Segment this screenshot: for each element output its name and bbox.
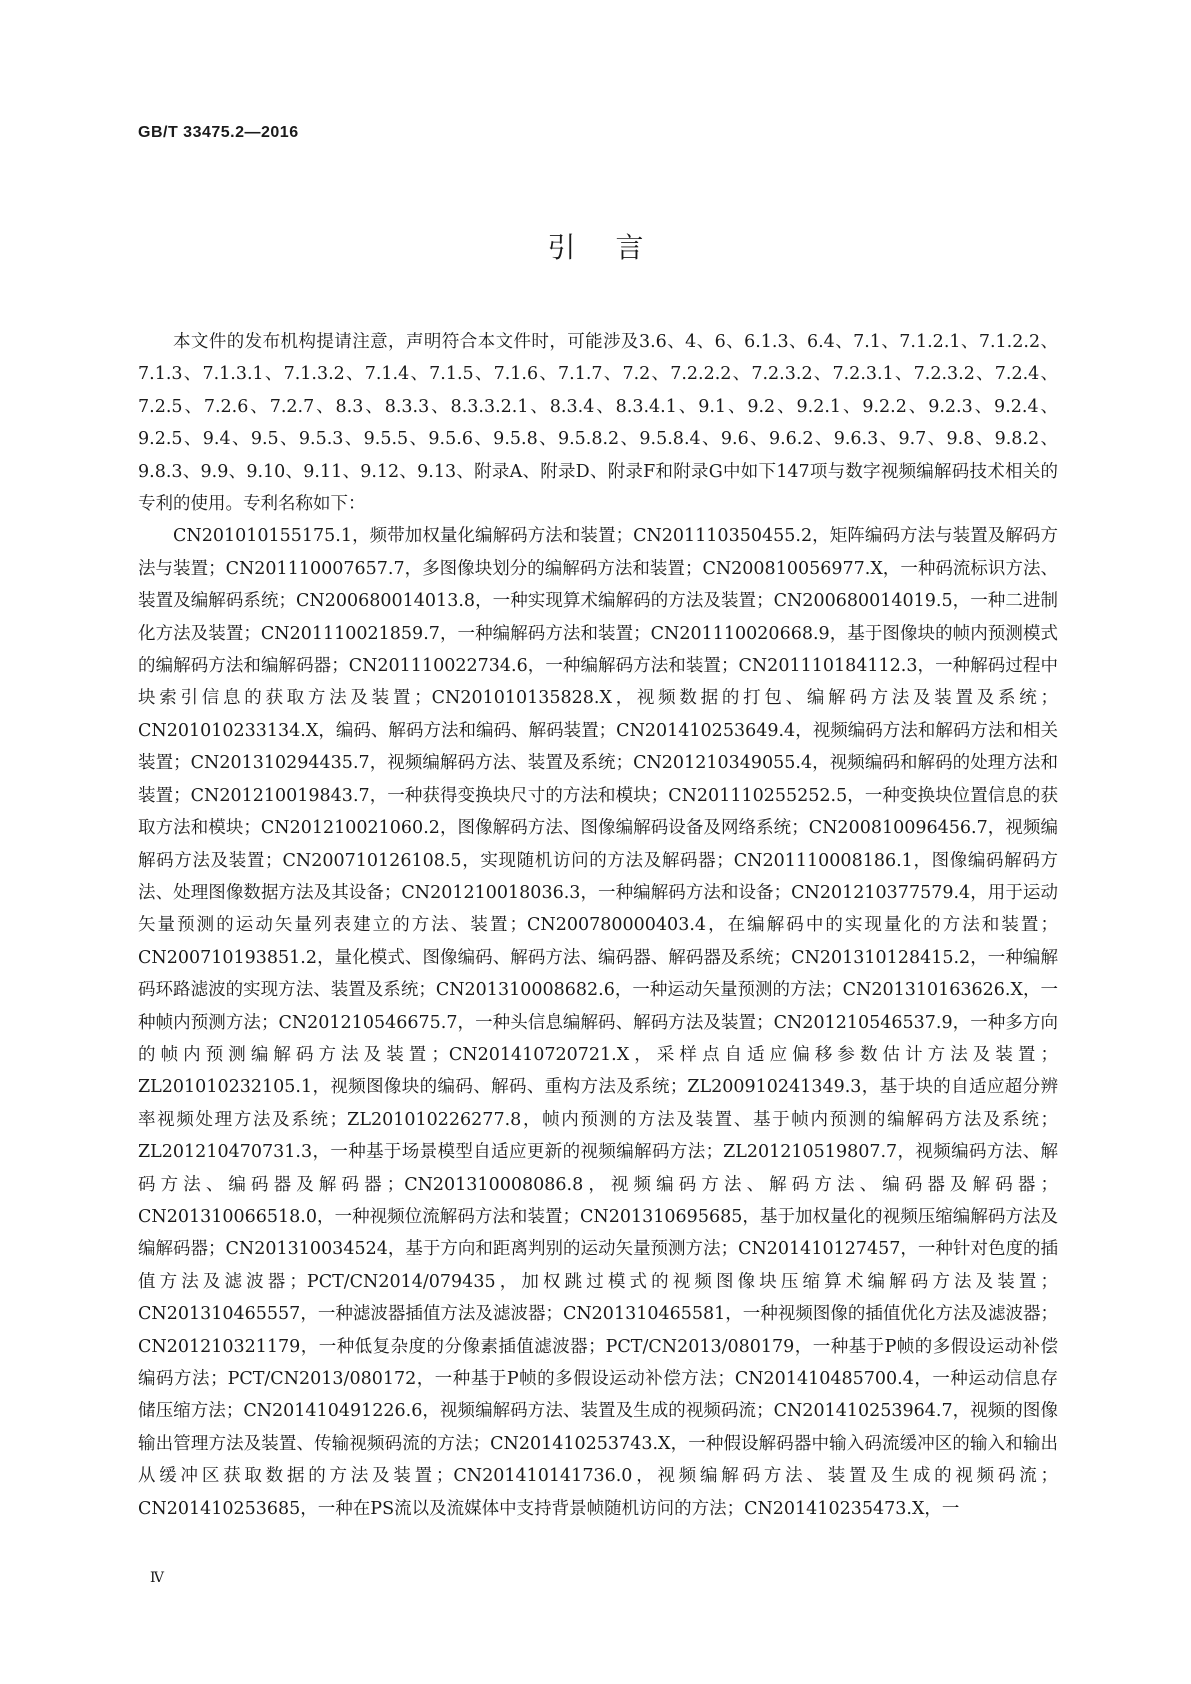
standard-number: GB/T 33475.2—2016 (138, 124, 299, 141)
page-title: 引言 (547, 231, 684, 264)
paragraph-intro: 本文件的发布机构提请注意，声明符合本文件时，可能涉及3.6、4、6、6.1.3、6.4、7.1、7.1.2.1、7.1.2.2、7.1.3、7.1.3.1、7.1.3.2、7.1.4、7.1.5、7.1.6、7.1.7、7.2、7.2.2.2、7.2.3.2、7.2.3.1、7.2.3.2、7.2.4、7.2.5、7.2.6、7.2.7、8.3、8.3.3、8.3.3.2.1、8.3.4、8.3.4.1、9.1、9.2、9.2.1、9.2.2、9.2.3、9.2.4、9.2.5、9.4、9.5、9.5.3、9.5.5、9.5.6、9.5.8、9.5.8.2、9.5.8.4、9.6、9.6.2、9.6.3、9.7、9.8、9.8.2、9.8.3、9.9、9.10、9.11、9.12、9.13、附录A、附录D、附录F和附录G中如下147项与数字视频编解码技术相关的专利的使用。专利名称如下： (138, 332, 1058, 515)
page-number: Ⅳ (150, 1570, 164, 1586)
document-body (138, 326, 1058, 1525)
paragraph-patent-list: CN201010155175.1，频带加权量化编解码方法和装置；CN201110350455.2，矩阵编码方法与装置及解码方法与装置；CN201110007657.7，多图像块划分的编解码方法和装置；CN200810056977.X，一种码流标识方法、装置及编解码系统；CN200680014013.8，一种实现算术编解码的方法及装置；CN200680014019.5，一种二进制化方法及装置；CN201110021859.7，一种编解码方法和装置；CN201110020668.9，基于图像块的帧内预测模式的编解码方法和编解码器；CN201110022734.6，一种编解码方法和装置；CN201110184112.3，一种解码过程中块索引信息的获取方法及装置；CN201010135828.X，视频数据的打包、编解码方法及装置及系统；CN201010233134.X，编码、解码方法和编码、解码装置；CN201410253649.4，视频编码方法和解码方法和相关装置；CN201310294435.7，视频编解码方法、装置及系统；CN201210349055.4，视频编码和解码的处理方法和装置；CN201210019843.7，一种获得变换块尺寸的方法和模块；CN201110255252.5，一种变换块位置信息的获取方法和模块；CN201210021060.2，图像解码方法、图像编解码设备及网络系统；CN200810096456.7，视频编解码方法及装置；CN200710126108.5，实现随机访问的方法及解码器；CN201110008186.1，图像编码解码方法、处理图像数据方法及其设备；CN201210018036.3，一种编解码方法和设备；CN201210377579.4，用于运动矢量预测的运动矢量列表建立的方法、装置；CN200780000403.4，在编解码中的实现量化的方法和装置；CN200710193851.2，量化模式、图像编码、解码方法、编码器、解码器及系统；CN201310128415.2，一种编解码环路滤波的实现方法、装置及系统；CN201310008682.6，一种运动矢量预测的方法；CN201310163626.X，一种帧内预测方法；CN201210546675.7，一种头信息编解码、解码方法及装置；CN201210546537.9，一种多方向的帧内预测编解码方法及装置；CN201410720721.X，采样点自适应偏移参数估计方法及装置；ZL201010232105.1，视频图像块的编码、解码、重构方法及系统；ZL200910241349.3，基于块的自适应超分辨率视频处理方法及系统；ZL201010226277.8，帧内预测的方法及装置、基于帧内预测的编解码方法及系统；ZL201210470731.3，一种基于场景模型自适应更新的视频编解码方法；ZL201210519807.7，视频编码方法、解码方法、编码器及解码器；CN201310008086.8，视频编码方法、解码方法、编码器及解码器；CN201310066518.0，一种视频位流解码方法和装置；CN201310695685，基于加权量化的视频压缩编解码方法及编解码器；CN201310034524，基于方向和距离判别的运动矢量预测方法；CN201410127457，一种针对色度的插值方法及滤波器；PCT/CN2014/079435，加权跳过模式的视频图像块压缩算术编解码方法及装置；CN201310465557，一种滤波器插值方法及滤波器；CN201310465581，一种视频图像的插值优化方法及滤波器；CN201210321179，一种低复杂度的分像素插值滤波器；PCT/CN2013/080179，一种基于P帧的多假设运动补偿编码方法；PCT/CN2013/080172，一种基于P帧的多假设运动补偿方法；CN201410485700.4，一种运动信息存储压缩方法；CN201410491226.6，视频编解码方法、装置及生成的视频码流；CN201410253964.7，视频的图像输出管理方法及装置、传输视频码流的方法；CN201410253743.X，一种假设解码器中输入码流缓冲区的输入和输出从缓冲区获取数据的方法及装置；CN201410141736.0，视频编解码方法、装置及生成的视频码流；CN201410253685，一种在PS流以及流媒体中支持背景帧随机访问的方法；CN201410235473.X，一 (138, 526, 1058, 1519)
